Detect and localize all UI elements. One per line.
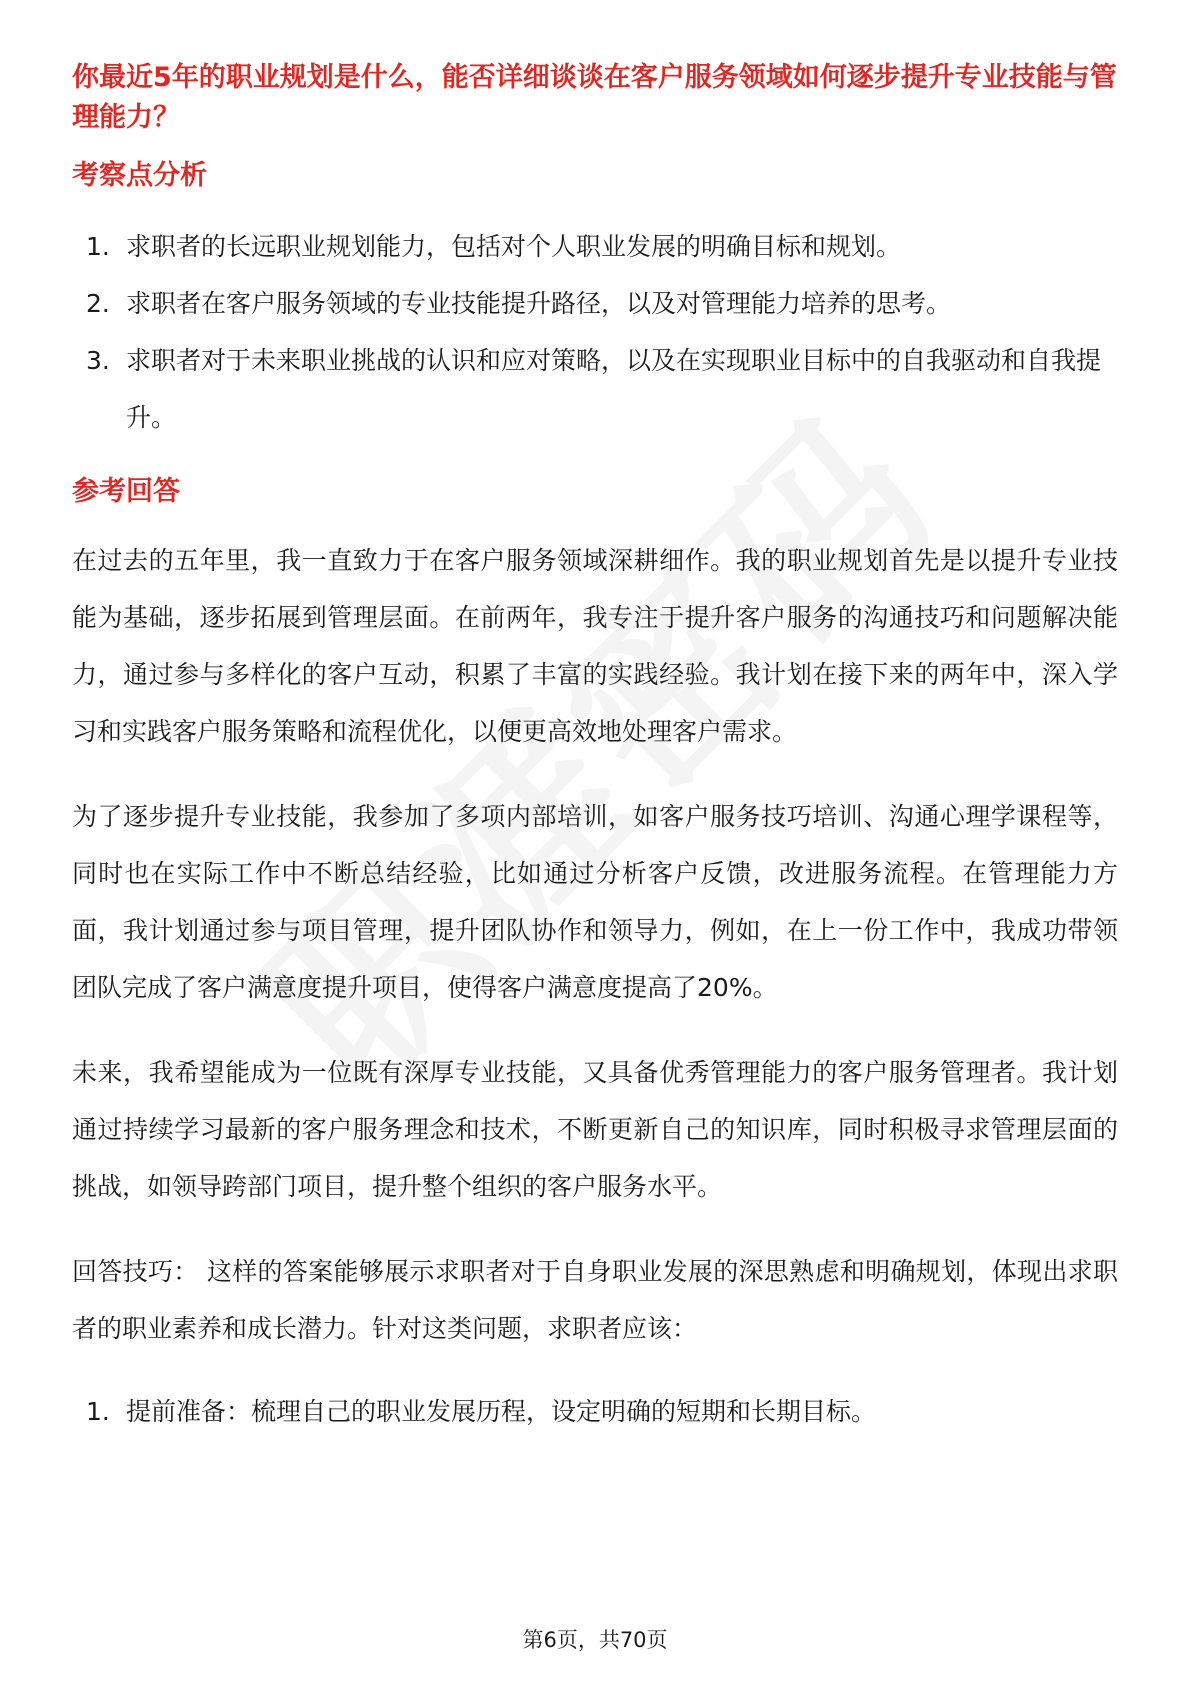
question-heading: 你最近5年的职业规划是什么，能否详细谈谈在客户服务领域如何逐步提升专业技能与管理能力？	[72, 62, 1117, 133]
list-number: 3.	[86, 346, 110, 375]
analysis-list	[72, 218, 1118, 446]
answer-paragraph-1: 在过去的五年里，我一直致力于在客户服务领域深耕细作。我的职业规划首先是以提升专业技能为基础，逐步拓展到管理层面。在前两年，我专注于提升客户服务的沟通技巧和问题解决能力，通过参与多样化的客户互动，积累了丰富的实践经验。我计划在接下来的两年中，深入学习和实践客户服务策略和流程优化，以便更高效地处理客户需求。	[72, 546, 1118, 746]
list-item	[72, 1383, 1118, 1440]
list-item-text: 提前准备：梳理自己的职业发展历程，设定明确的短期和长期目标。	[126, 1397, 877, 1426]
answer-tips-paragraph: 回答技巧： 这样的答案能够展示求职者对于自身职业发展的深思熟虑和明确规划，体现出求职者的职业素养和成长潜力。针对这类问题，求职者应该：	[72, 1257, 1118, 1343]
list-number: 1.	[86, 232, 110, 261]
list-item	[72, 218, 1118, 275]
list-item	[72, 275, 1118, 332]
list-item	[72, 332, 1118, 446]
content	[72, 58, 1118, 1440]
answer-paragraph-2: 为了逐步提升专业技能，我参加了多项内部培训，如客户服务技巧培训、沟通心理学课程等，同时也在实际工作中不断总结经验，比如通过分析客户反馈，改进服务流程。在管理能力方面，我计划通过参与项目管理，提升团队协作和领导力，例如，在上一份工作中，我成功带领团队完成了客户满意度提升项目，使得客户满意度提高了20%。	[72, 802, 1118, 1002]
list-number: 2.	[86, 289, 110, 318]
analysis-title: 考察点分析	[72, 160, 207, 191]
answer-title: 参考回答	[72, 476, 180, 507]
list-item-text: 求职者的长远职业规划能力，包括对个人职业发展的明确目标和规划。	[126, 232, 902, 261]
list-number: 1.	[86, 1397, 110, 1426]
list-item-text: 求职者在客户服务领域的专业技能提升路径，以及对管理能力培养的思考。	[126, 289, 952, 318]
tips-list	[72, 1383, 1118, 1440]
list-item-text: 求职者对于未来职业挑战的认识和应对策略，以及在实现职业目标中的自我驱动和自我提升。	[126, 346, 1102, 432]
answer-paragraph-3: 未来，我希望能成为一位既有深厚专业技能，又具备优秀管理能力的客户服务管理者。我计划通过持续学习最新的客户服务理念和技术，不断更新自己的知识库，同时积极寻求管理层面的挑战，如领导跨部门项目，提升整个组织的客户服务水平。	[72, 1058, 1118, 1201]
page-number: 第6页，共70页	[522, 1628, 668, 1652]
